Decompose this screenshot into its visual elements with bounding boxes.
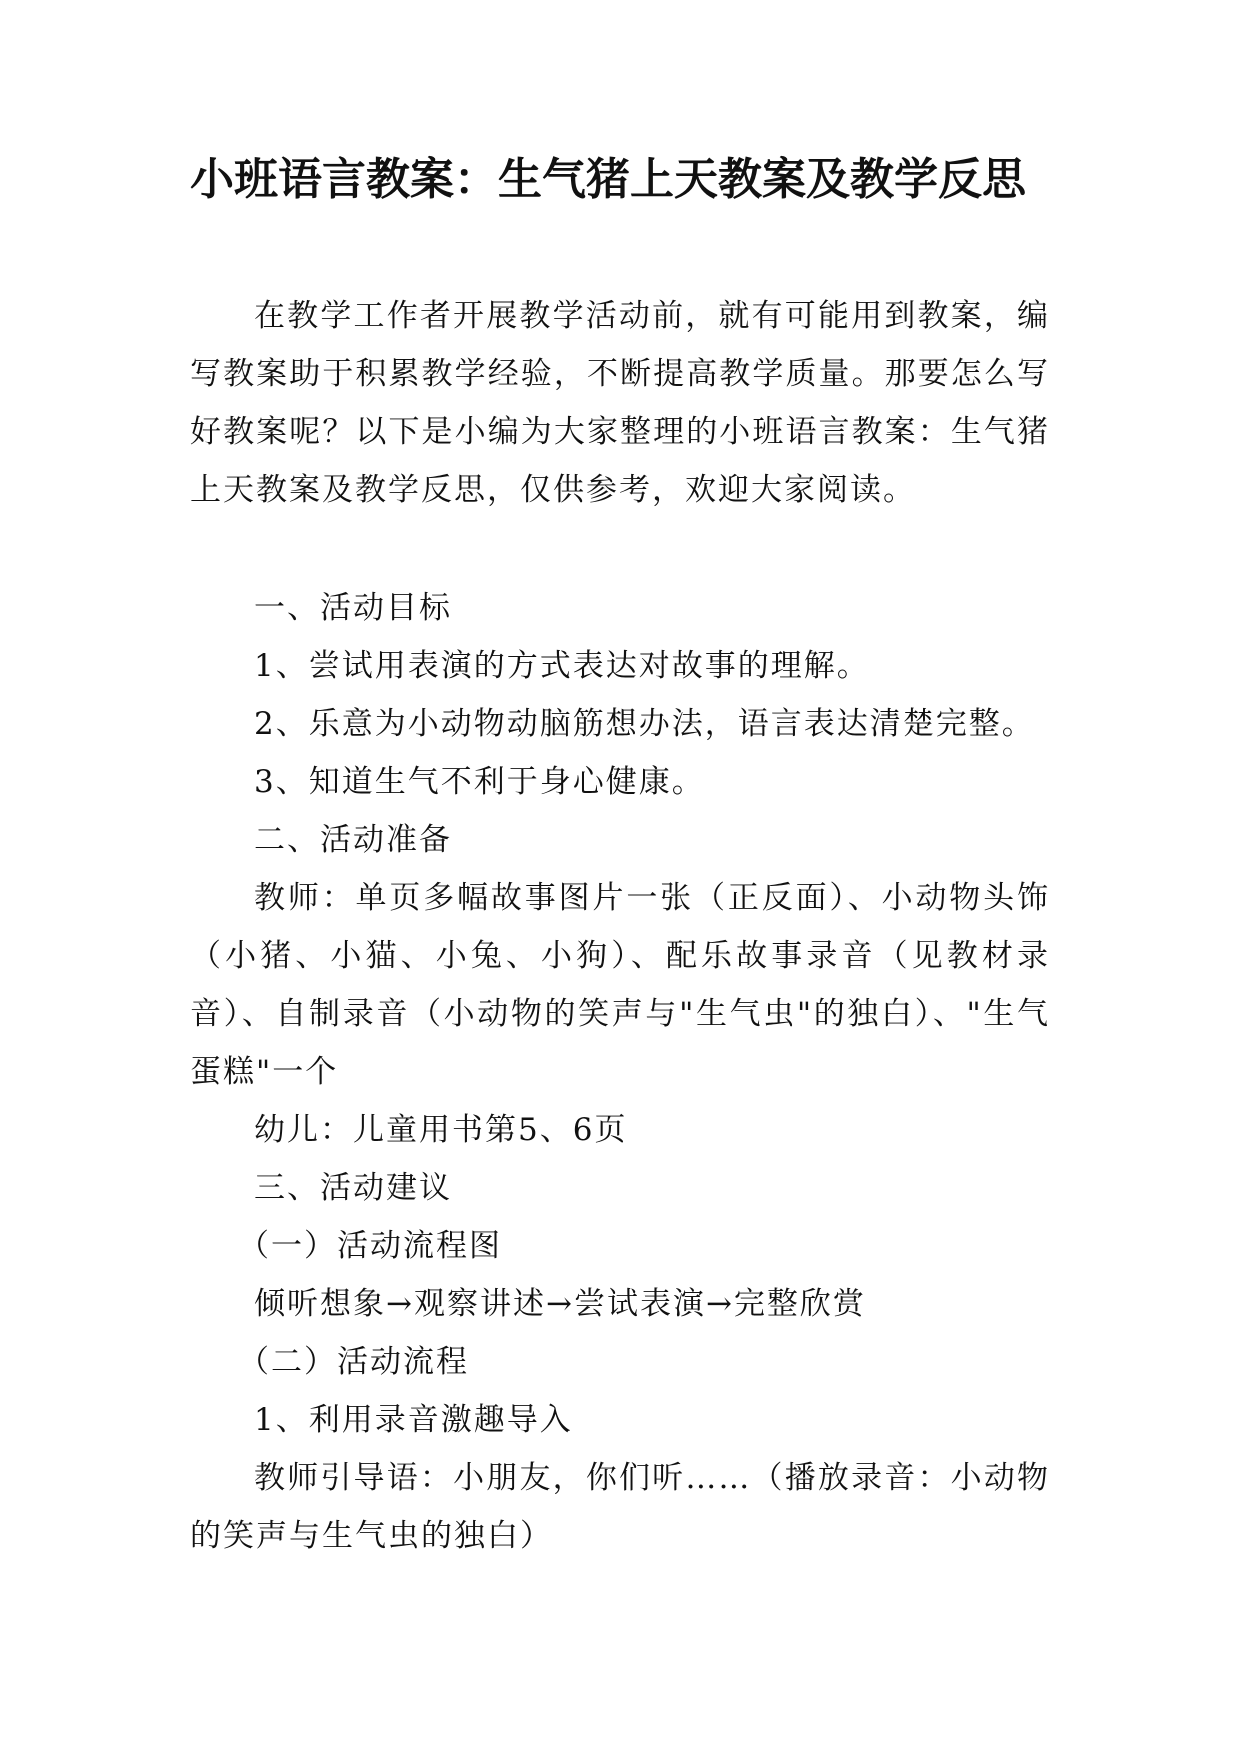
goal-item-2: 2、乐意为小动物动脑筋想办法，语言表达清楚完整。 [254,706,1035,742]
intro-paragraph: 在教学工作者开展教学活动前，就有可能用到教案，编写教案助于积累教学经验，不断提高教学质量。那要怎么写好教案呢？以下是小编为大家整理的小班语言教案：生气猪上天教案及教学反思，仅供参考，欢迎大家阅读。 [190,298,1050,508]
prep-teacher-paragraph: 教师：单页多幅故事图片一张（正反面）、小动物头饰（小猪、小猫、小兔、小狗）、配乐故事录音（见教材录音）、自制录音（小动物的笑声与"生气虫"的独白）、"生气蛋糕"一个 [190,880,1050,1090]
goal-item-3: 3、知道生气不利于身心健康。 [254,764,705,800]
step-1-paragraph: 教师引导语：小朋友，你们听……（播放录音：小动物的笑声与生气虫的独白） [190,1460,1050,1554]
prep-heading: 二、活动准备 [254,822,452,858]
content-block [190,579,1050,1565]
prep-child-line: 幼儿：儿童用书第5、6页 [254,1112,628,1148]
intro-block [190,287,1050,519]
goals-heading: 一、活动目标 [254,590,452,626]
goal-item-1: 1、尝试用表演的方式表达对故事的理解。 [254,648,870,684]
suggest-heading: 三、活动建议 [254,1170,452,1206]
flow-chart-line: 倾听想象→观察讲述→尝试表演→完整欣赏 [254,1286,866,1322]
step-1-heading: 1、利用录音激趣导入 [254,1402,573,1438]
flow-heading: （二）活动流程 [238,1344,469,1380]
document-title: 小班语言教案：生气猪上天教案及教学反思 [190,154,1026,205]
flow-chart-heading: （一）活动流程图 [238,1228,502,1264]
